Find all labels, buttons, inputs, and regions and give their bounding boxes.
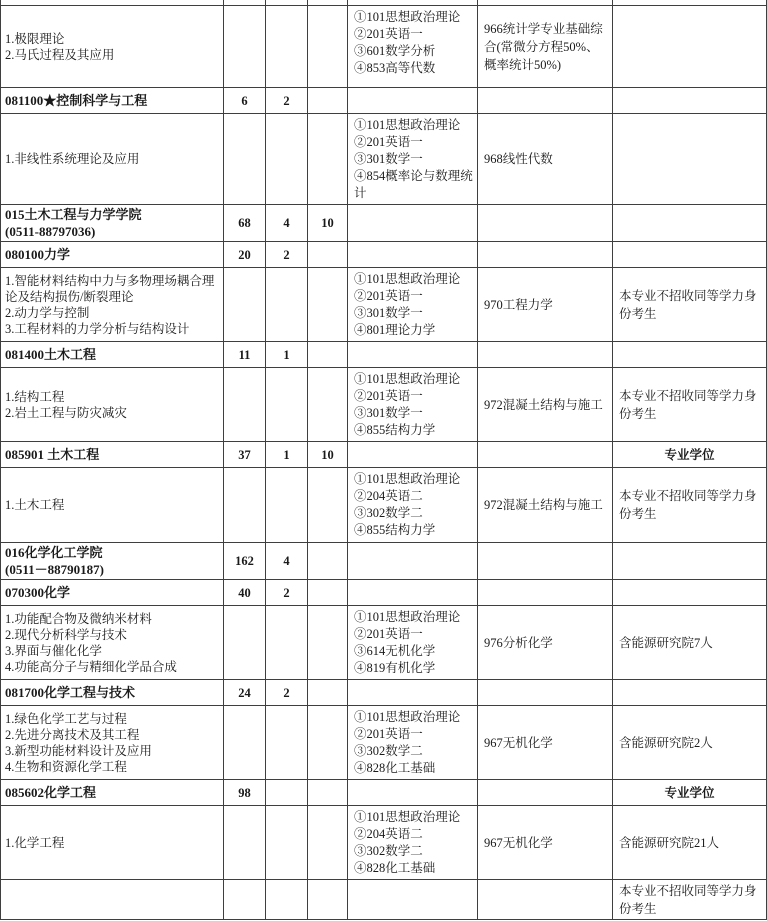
table-row — [1, 780, 767, 806]
table-row — [1, 468, 767, 543]
exam-subject-line: ①101思想政治理论 — [354, 472, 461, 486]
remarks-cell: 专业学位 — [613, 442, 767, 468]
exam-subjects-cell — [348, 543, 478, 580]
retest-subject-cell — [478, 543, 613, 580]
quota-cell-2: 2 — [266, 680, 308, 706]
exam-subjects-cell — [348, 680, 478, 706]
program-line: 2.岩土工程与防灾减灾 — [5, 405, 127, 420]
program-cell — [1, 780, 224, 806]
table-row — [1, 880, 767, 920]
table-row — [1, 242, 767, 268]
quota-cell-1: 20 — [224, 242, 266, 268]
exam-subjects-cell — [348, 342, 478, 368]
quota-cell-3: 10 — [308, 442, 348, 468]
exam-subjects-cell — [348, 242, 478, 268]
program-line: 3.新型功能材料设计及应用 — [5, 743, 152, 758]
retest-subject-cell — [478, 780, 613, 806]
exam-subjects-cell — [348, 706, 478, 780]
exam-subjects-cell — [348, 6, 478, 88]
table-row — [1, 706, 767, 780]
table-row — [1, 442, 767, 468]
exam-subject-line: ④855结构力学 — [354, 523, 436, 537]
table-row — [1, 580, 767, 606]
retest-subject-cell — [478, 680, 613, 706]
quota-cell-2 — [266, 368, 308, 442]
exam-subjects-cell — [348, 606, 478, 680]
program-cell — [1, 680, 224, 706]
exam-subject-line: ①101思想政治理论 — [354, 10, 461, 24]
exam-subject-line: ②201英语一 — [354, 627, 423, 641]
remarks-cell: 本专业不招收同等学力身份考生 — [613, 268, 767, 342]
program-line: 2.马氏过程及其应用 — [5, 47, 115, 62]
program-cell — [1, 242, 224, 268]
retest-subject-cell — [478, 342, 613, 368]
quota-cell-1 — [224, 806, 266, 880]
program-line: 1.功能配合物及微纳米材料 — [5, 611, 152, 626]
quota-cell-2 — [266, 114, 308, 205]
program-cell — [1, 706, 224, 780]
quota-cell-3 — [308, 706, 348, 780]
program-cell — [1, 6, 224, 88]
program-cell — [1, 880, 224, 920]
quota-cell-2 — [266, 268, 308, 342]
program-line: 015土木工程与力学学院 — [5, 207, 142, 222]
exam-subject-line: ③301数学一 — [354, 152, 423, 166]
retest-subject-cell — [478, 242, 613, 268]
remarks-cell — [613, 342, 767, 368]
remarks-cell: 含能源研究院2人 — [613, 706, 767, 780]
quota-cell-1: 162 — [224, 543, 266, 580]
retest-subject-cell: 968线性代数 — [478, 114, 613, 205]
table-row — [1, 368, 767, 442]
catalog-table-body — [1, 0, 767, 920]
exam-subject-line: ①101思想政治理论 — [354, 710, 461, 724]
retest-subject-cell — [478, 442, 613, 468]
quota-cell-1 — [224, 880, 266, 920]
table-row — [1, 268, 767, 342]
exam-subject-line: ③301数学一 — [354, 406, 423, 420]
quota-cell-2: 2 — [266, 242, 308, 268]
exam-subject-line: ②201英语一 — [354, 135, 423, 149]
program-line: 3.界面与催化化学 — [5, 643, 102, 658]
quota-cell-2 — [266, 606, 308, 680]
exam-subject-line: ③302数学二 — [354, 506, 423, 520]
quota-cell-3 — [308, 114, 348, 205]
exam-subject-line: ④819有机化学 — [354, 661, 436, 675]
quota-cell-2 — [266, 706, 308, 780]
retest-subject-cell — [478, 580, 613, 606]
quota-cell-3 — [308, 368, 348, 442]
exam-subject-line: ③302数学二 — [354, 844, 423, 858]
exam-subjects-cell — [348, 468, 478, 543]
exam-subject-line: ①101思想政治理论 — [354, 610, 461, 624]
program-cell — [1, 268, 224, 342]
quota-cell-2: 4 — [266, 543, 308, 580]
remarks-cell — [613, 114, 767, 205]
table-row — [1, 88, 767, 114]
program-cell — [1, 806, 224, 880]
remarks-cell: 本专业不招收同等学力身份考生 — [613, 468, 767, 543]
exam-subjects-cell — [348, 806, 478, 880]
program-line: 081100★控制科学与工程 — [5, 93, 148, 108]
exam-subject-line: ①101思想政治理论 — [354, 372, 461, 386]
remarks-cell — [613, 680, 767, 706]
exam-subjects-cell — [348, 268, 478, 342]
retest-subject-cell: 970工程力学 — [478, 268, 613, 342]
exam-subjects-cell — [348, 368, 478, 442]
table-row — [1, 342, 767, 368]
exam-subjects-cell — [348, 780, 478, 806]
exam-subject-line: ①101思想政治理论 — [354, 118, 461, 132]
quota-cell-2: 1 — [266, 342, 308, 368]
program-line: 4.功能高分子与精细化学品合成 — [5, 659, 177, 674]
exam-subject-line: ④828化工基础 — [354, 761, 436, 775]
quota-cell-3 — [308, 468, 348, 543]
quota-cell-3 — [308, 543, 348, 580]
retest-subject-cell: 967无机化学 — [478, 706, 613, 780]
table-row — [1, 6, 767, 88]
quota-cell-1: 98 — [224, 780, 266, 806]
exam-subject-line: ④853高等代数 — [354, 61, 436, 75]
program-line: 081400土木工程 — [5, 347, 97, 362]
program-cell — [1, 88, 224, 114]
program-line: 2.现代分析科学与技术 — [5, 627, 127, 642]
quota-cell-2: 4 — [266, 205, 308, 242]
quota-cell-2: 1 — [266, 442, 308, 468]
remarks-cell — [613, 543, 767, 580]
quota-cell-3 — [308, 242, 348, 268]
quota-cell-1 — [224, 268, 266, 342]
program-line: 1.土木工程 — [5, 498, 65, 512]
program-line: 085901 土木工程 — [5, 447, 100, 462]
remarks-cell: 含能源研究院21人 — [613, 806, 767, 880]
retest-subject-cell — [478, 205, 613, 242]
quota-cell-3 — [308, 268, 348, 342]
quota-cell-3 — [308, 580, 348, 606]
remarks-cell — [613, 242, 767, 268]
program-line: (0511-88797036) — [5, 224, 96, 239]
program-line: 1.化学工程 — [5, 835, 65, 850]
exam-subject-line: ②201英语一 — [354, 727, 423, 741]
program-cell — [1, 580, 224, 606]
exam-subject-line: ①101思想政治理论 — [354, 272, 461, 286]
exam-subject-line: ②204英语二 — [354, 489, 423, 503]
program-line: 4.生物和资源化学工程 — [5, 759, 127, 774]
exam-subjects-cell — [348, 114, 478, 205]
remarks-cell — [613, 580, 767, 606]
remarks-cell — [613, 205, 767, 242]
quota-cell-3 — [308, 880, 348, 920]
quota-cell-1: 6 — [224, 88, 266, 114]
retest-subject-cell: 976分析化学 — [478, 606, 613, 680]
remarks-cell: 本专业不招收同等学力身份考生 — [613, 368, 767, 442]
program-cell — [1, 368, 224, 442]
program-cell — [1, 442, 224, 468]
quota-cell-1 — [224, 368, 266, 442]
table-row — [1, 806, 767, 880]
table-row — [1, 205, 767, 242]
exam-subjects-cell — [348, 580, 478, 606]
table-row — [1, 114, 767, 205]
program-line: 1.非线性系统理论及应用 — [5, 152, 140, 166]
quota-cell-1 — [224, 606, 266, 680]
program-line: 1.极限理论 — [5, 31, 65, 46]
remarks-cell: 含能源研究院7人 — [613, 606, 767, 680]
exam-subject-line: ④828化工基础 — [354, 861, 436, 875]
program-cell — [1, 205, 224, 242]
exam-subject-line: ②201英语一 — [354, 289, 423, 303]
quota-cell-3 — [308, 780, 348, 806]
quota-cell-1 — [224, 468, 266, 543]
quota-cell-1: 24 — [224, 680, 266, 706]
quota-cell-3: 10 — [308, 205, 348, 242]
exam-subject-line: ①101思想政治理论 — [354, 810, 461, 824]
retest-subject-cell: 972混凝土结构与施工 — [478, 368, 613, 442]
quota-cell-2 — [266, 468, 308, 543]
quota-cell-1 — [224, 114, 266, 205]
quota-cell-3 — [308, 6, 348, 88]
program-line: 016化学化工学院 — [5, 545, 103, 560]
exam-subject-line: ③301数学一 — [354, 306, 423, 320]
quota-cell-1: 11 — [224, 342, 266, 368]
exam-subject-line: ④855结构力学 — [354, 423, 436, 437]
program-line: 080100力学 — [5, 247, 71, 262]
remarks-cell: 本专业不招收同等学力身份考生 — [613, 880, 767, 920]
quota-cell-2 — [266, 780, 308, 806]
table-row — [1, 606, 767, 680]
quota-cell-1 — [224, 6, 266, 88]
table-row — [1, 543, 767, 580]
quota-cell-3 — [308, 88, 348, 114]
retest-subject-cell: 972混凝土结构与施工 — [478, 468, 613, 543]
quota-cell-2: 2 — [266, 88, 308, 114]
quota-cell-1: 40 — [224, 580, 266, 606]
program-cell — [1, 342, 224, 368]
program-line: 070300化学 — [5, 585, 71, 600]
program-cell — [1, 606, 224, 680]
exam-subjects-cell — [348, 205, 478, 242]
remarks-cell — [613, 88, 767, 114]
exam-subject-line: ④854概率论与数理统计 — [354, 169, 473, 200]
program-cell — [1, 114, 224, 205]
program-line: 2.动力学与控制 — [5, 305, 90, 320]
quota-cell-1: 68 — [224, 205, 266, 242]
exam-subjects-cell — [348, 442, 478, 468]
quota-cell-3 — [308, 342, 348, 368]
exam-subjects-cell — [348, 88, 478, 114]
table-row — [1, 680, 767, 706]
quota-cell-1: 37 — [224, 442, 266, 468]
program-line: 3.工程材料的力学分析与结构设计 — [5, 321, 190, 336]
program-line: 1.智能材料结构中力与多物理场耦合理论及结构损伤/断裂理论 — [5, 273, 215, 304]
quota-cell-2 — [266, 806, 308, 880]
program-line: 2.先进分离技术及其工程 — [5, 727, 140, 742]
program-cell — [1, 468, 224, 543]
program-line: (0511－88790187) — [5, 562, 104, 577]
quota-cell-3 — [308, 606, 348, 680]
retest-subject-cell — [478, 88, 613, 114]
exam-subject-line: ③614无机化学 — [354, 644, 436, 658]
exam-subject-line: ③601数学分析 — [354, 44, 436, 58]
program-line: 1.绿色化学工艺与过程 — [5, 711, 127, 726]
exam-subject-line: ③302数学二 — [354, 744, 423, 758]
remarks-cell — [613, 6, 767, 88]
remarks-cell: 专业学位 — [613, 780, 767, 806]
quota-cell-2 — [266, 6, 308, 88]
program-cell — [1, 543, 224, 580]
program-line: 1.结构工程 — [5, 389, 65, 404]
exam-subject-line: ②201英语一 — [354, 389, 423, 403]
retest-subject-cell: 967无机化学 — [478, 806, 613, 880]
retest-subject-cell: 966统计学专业基础综合(常微分方程50%、概率统计50%) — [478, 6, 613, 88]
program-line: 085602化学工程 — [5, 785, 97, 800]
quota-cell-3 — [308, 806, 348, 880]
quota-cell-2: 2 — [266, 580, 308, 606]
exam-subject-line: ②204英语二 — [354, 827, 423, 841]
exam-subject-line: ②201英语一 — [354, 27, 423, 41]
quota-cell-1 — [224, 706, 266, 780]
retest-subject-cell — [478, 880, 613, 920]
quota-cell-2 — [266, 880, 308, 920]
exam-subject-line: ④801理论力学 — [354, 323, 436, 337]
quota-cell-3 — [308, 680, 348, 706]
exam-subjects-cell — [348, 880, 478, 920]
program-line: 081700化学工程与技术 — [5, 685, 136, 700]
